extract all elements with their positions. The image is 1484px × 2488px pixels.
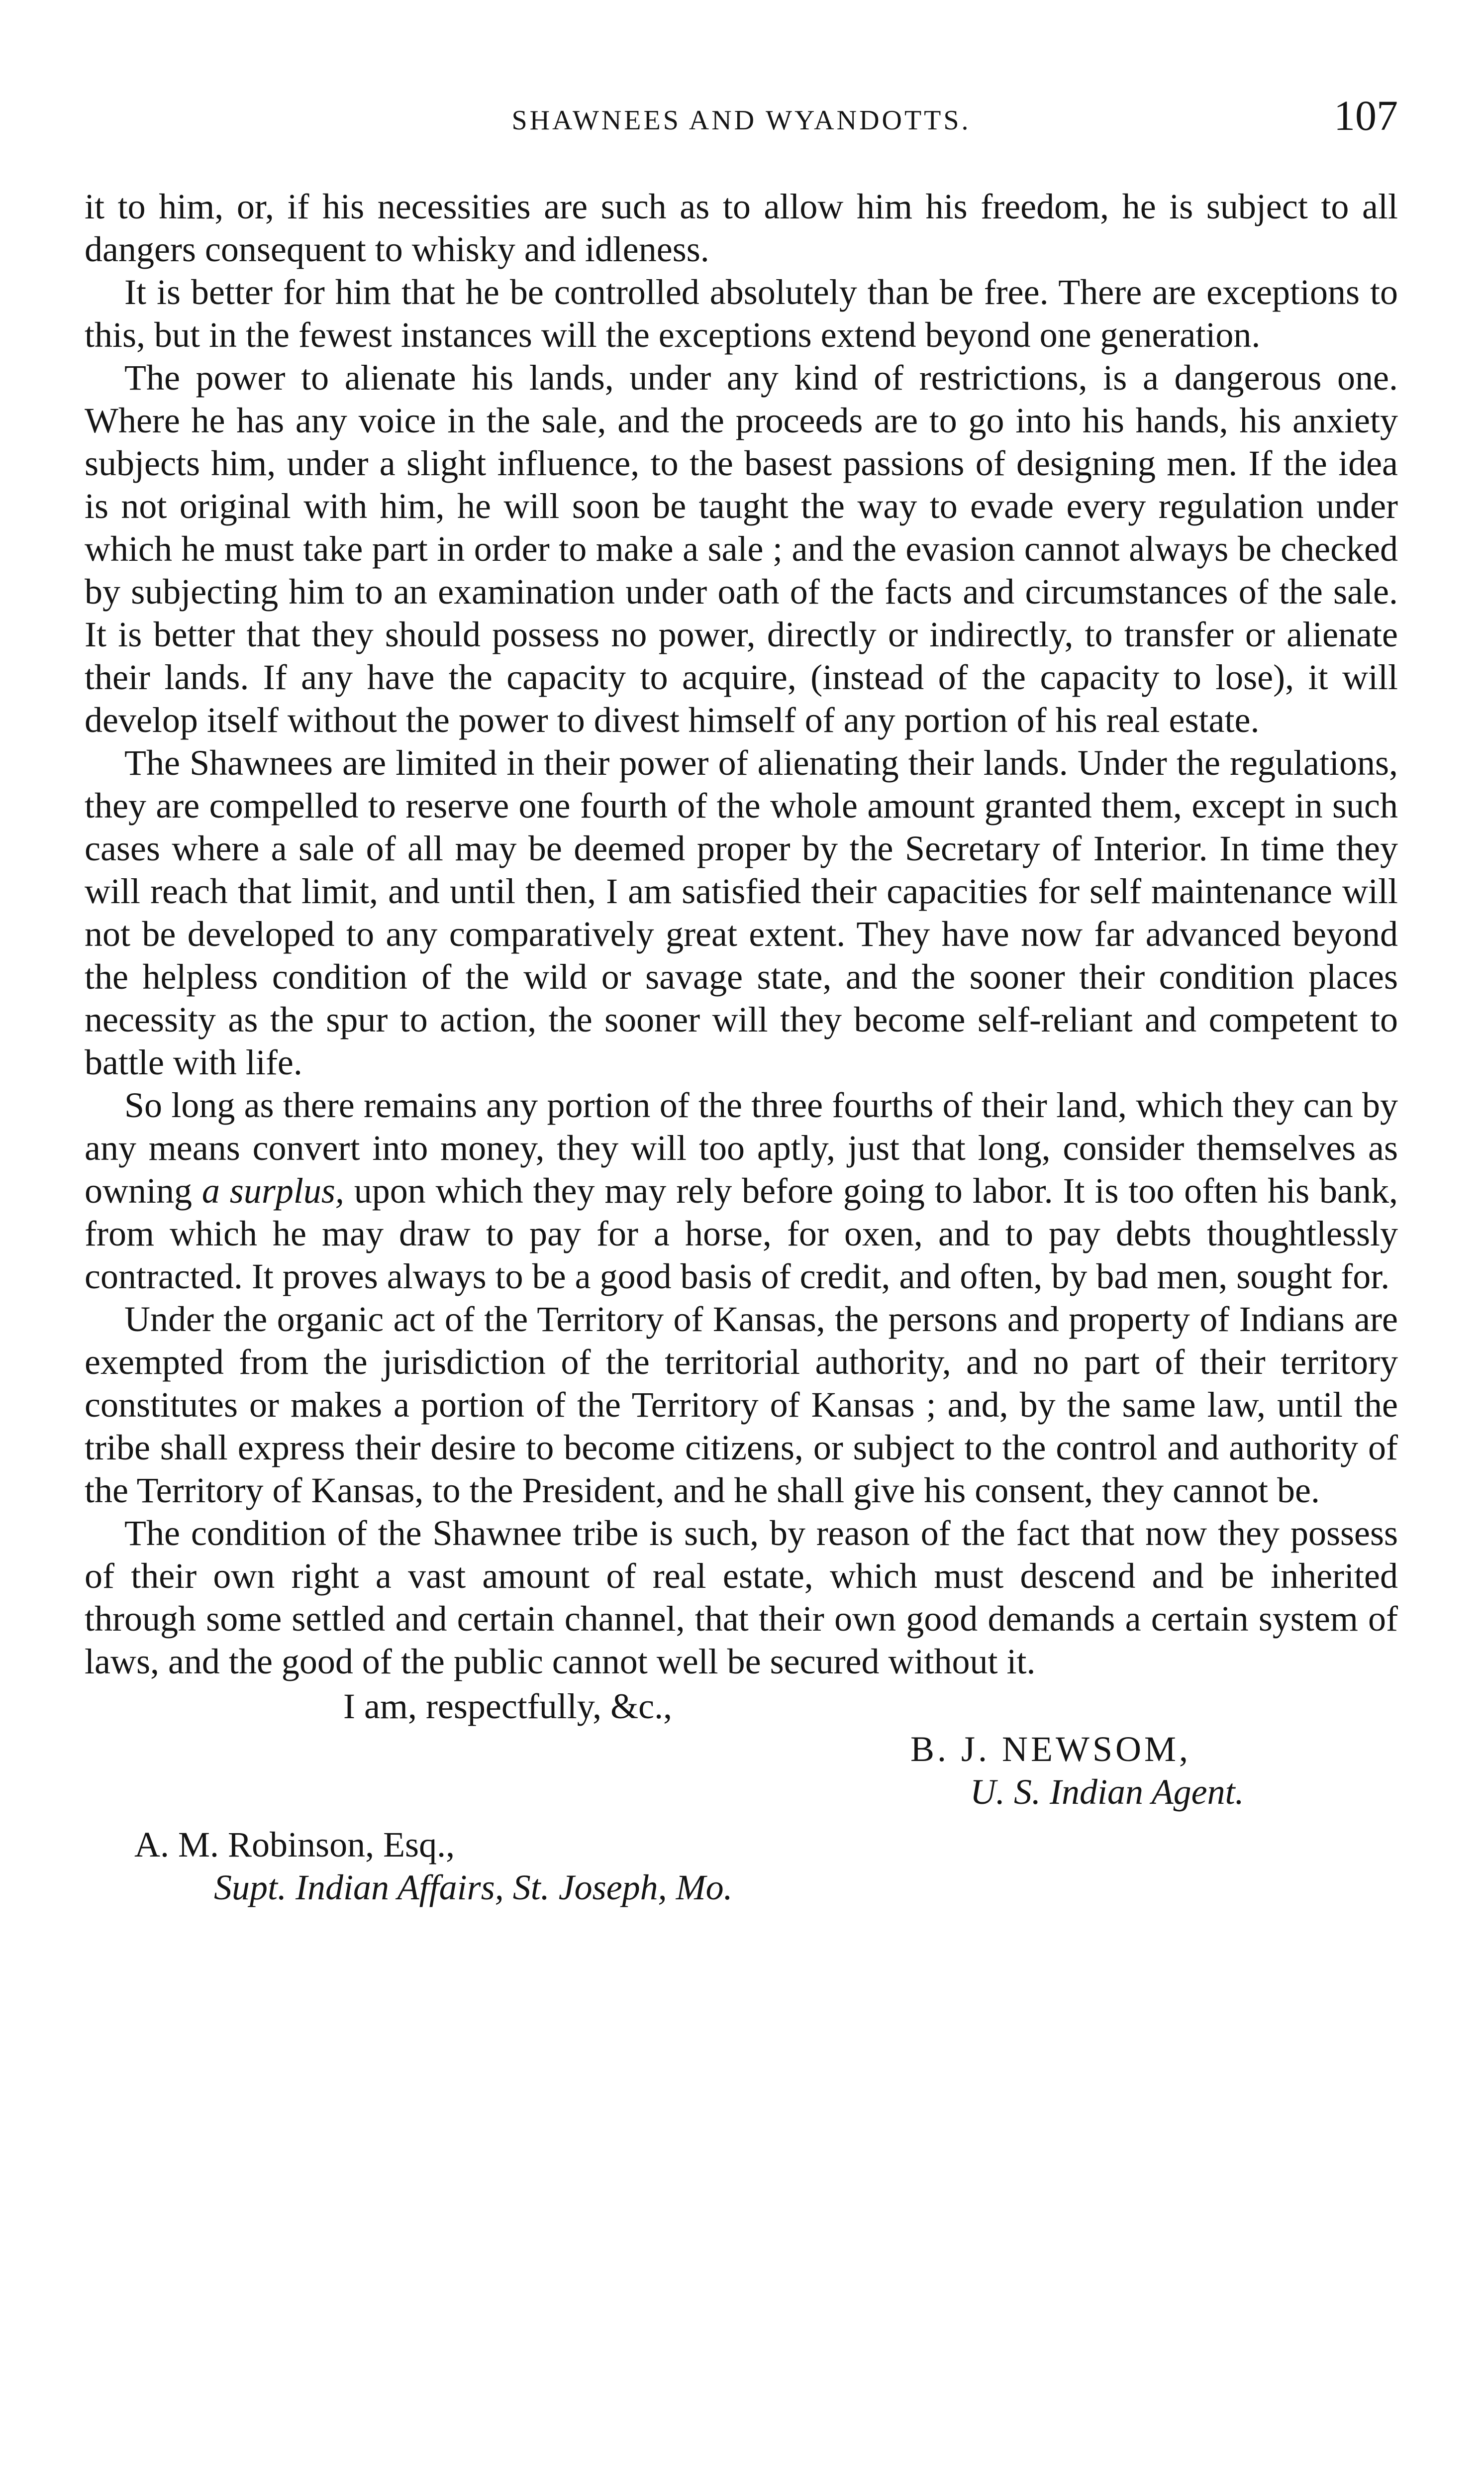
paragraph: It is better for him that he be controlled absolutely than be free. There are exceptions to this, but in the fewest instances will the exceptions extend beyond one generation. bbox=[85, 272, 1398, 355]
addressee-block bbox=[134, 1823, 1398, 1909]
addressee-office: Supt. Indian Affairs, St. Joseph, Mo. bbox=[214, 1867, 733, 1907]
signatory-title: U. S. Indian Agent. bbox=[970, 1772, 1244, 1812]
addressee-name: A. M. Robinson, Esq., bbox=[134, 1825, 455, 1865]
paragraph-text: So long as there remains any portion of the three fourths of their land, which they can by any means convert into money, they will too aptly, just that long, consider themselves as owning bbox=[85, 1085, 1398, 1211]
italic-phrase: a surplus, bbox=[201, 1171, 344, 1211]
page-number: 107 bbox=[1334, 92, 1398, 139]
closing-salutation: I am, respectfully, &c., bbox=[343, 1686, 673, 1726]
paragraph: The condition of the Shawnee tribe is such, by reason of the fact that now they possess of their own right a vast amount of real estate, which must descend and be inherited through some settled and certain channel, that their own good demands a certain system of laws, and the good of the public cannot well be secured without it. bbox=[85, 1513, 1398, 1681]
running-title: SHAWNEES AND WYANDOTTS. bbox=[511, 105, 971, 136]
paragraph: The Shawnees are limited in their power of alienating their lands. Under the regulations, they are compelled to reserve one fourth of the whole amount granted them, except in such cases where a sale of all may be deemed proper by the Secretary of Interior. In time they will reach that limit, and until then, I am satisfied their capacities for self maintenance will not be developed to any comparatively great extent. They have now far advanced beyond the helpless condition of the wild or savage state, and the sooner their condition places necessity as the spur to action, the sooner will they become self-reliant and competent to battle with life. bbox=[85, 743, 1398, 1082]
paragraph-continuation: it to him, or, if his necessities are such as to allow him his freedom, he is subject to all dangers consequent to whisky and idleness. bbox=[85, 187, 1398, 269]
signature-block bbox=[910, 1728, 1398, 1813]
book-page bbox=[85, 85, 1398, 2463]
paragraph bbox=[85, 1084, 1398, 1298]
paragraph: Under the organic act of the Territory of Kansas, the persons and property of Indians are exempted from the jurisdiction of the territorial authority, and no part of their territory constitutes or makes a portion of the Territory of Kansas ; and, by the same law, until the tribe shall express their desire to become citizens, or subject to the control and authority of the Territory of Kansas, to the President, and he shall give his consent, they cannot be. bbox=[85, 1299, 1398, 1510]
paragraph-text: upon which they may rely before going to labor. It is too often his bank, from which he may draw to pay for a horse, for oxen, and to pay debts thoughtlessly contracted. It proves always to be a good basis of credit, and often, by bad men, sought for. bbox=[85, 1171, 1398, 1296]
letter-body bbox=[85, 185, 1398, 1683]
page-header bbox=[85, 85, 1398, 144]
paragraph: The power to alienate his lands, under any kind of restrictions, is a dangerous one. Where he has any voice in the sale, and the proceeds are to go into his hands, his anxiety subjects him, under a slight influence, to the basest passions of designing men. If the idea is not original with him, he will soon be taught the way to evade every regulation under which he must take part in order to make a sale ; and the evasion cannot always be checked by subjecting him to an examination under oath of the facts and circumstances of the sale. It is better that they should possess no power, directly or indirectly, to transfer or alienate their lands. If any have the capacity to acquire, (instead of the capacity to lose), it will develop itself without the power to divest himself of any portion of his real estate. bbox=[85, 358, 1398, 740]
signatory-name: B. J. NEWSOM, bbox=[910, 1729, 1191, 1769]
